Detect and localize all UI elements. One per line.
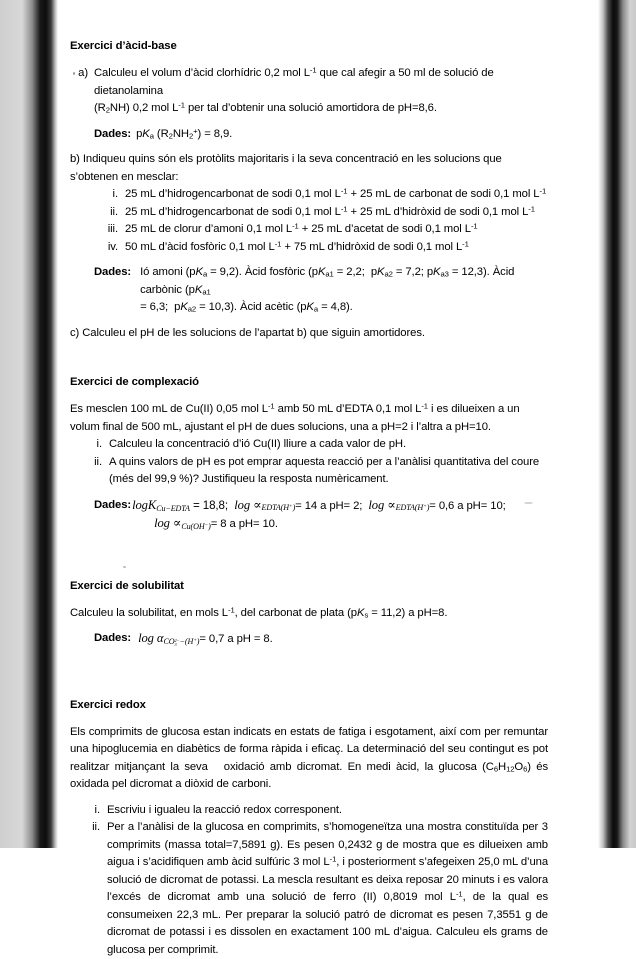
dades-label: Dades:: [94, 264, 131, 317]
list-item-label: Per a l’anàlisi de la glucosa en comprimits, s’homogeneïtza una mostra constituïda per 3 comprimits (massa total=7,5891 g). Es pesen 0,2432 g de mostra que es dilueixen amb aigua i s’acidifiquen amb àcid sulfúric 3 mol $L^{-1}$, i posteriorment s’afegeixen 25,0 mL d’una solució de dicromat de potassi. La mescla resultant es deixa reposar 20 minuts i es valora l’excés de dicromat amb una solució de ferro (II) 0,8019 mol $L^{-1}$, de la qual es consumeixen 22,3 mL. Per preparar la solució patró de dicromat es pesen 7,3551 g de dicromat de potassi i es dissolen en exactament 100 mL d’aigua. Calculeu els grams de glucosa per comprimit.: [107, 819, 548, 959]
list-item: [84, 436, 548, 454]
complexacio-list: [84, 436, 548, 489]
item-a: [70, 65, 548, 118]
section-heading-redox: Exercici redox: [70, 699, 548, 711]
dades-label: Dades:: [94, 126, 131, 144]
list-item: [92, 239, 548, 257]
list-item: [84, 454, 548, 489]
scan-edge-right: [598, 0, 636, 848]
redox-intro: Els comprimits de glucosa estan indicats en estats de fatiga i esgotament, així com per remuntar una hipoglucemia en diabètics de forma ràpida i eficaç. La determinació del seu contingut es pot realitzar mitjançant la seva oxidació amb dicromat. En medi àcid, la glucosa $(C_6H_{12}O_6)$ és oxidada pel dicromat a diòxid de carboni.: [70, 724, 548, 794]
dades-label: Dades:: [94, 630, 131, 649]
list-item: [92, 221, 548, 239]
redox-list: [82, 802, 548, 959]
list-item: [82, 802, 548, 820]
list-item: [82, 819, 548, 959]
list-item-marker: ii.: [82, 819, 100, 959]
list-item-label: 25 mL d’hidrogencarbonat de sodi 0,1 mol $L^{-1} + 25$ mL de carbonat de sodi 0,1 mol $L^{-1}$: [125, 186, 548, 204]
scan-edge-left: [0, 0, 58, 848]
list-item-marker: ii.: [84, 454, 102, 489]
solubilitat-intro: Calculeu la solubilitat, en mols $L^{-1}$, del carbonat de plata $(pK_s = 11,2)$ a pH=8.: [70, 605, 548, 623]
dades-label: Dades:: [94, 497, 131, 534]
math-logk-cu-edta: logK$_{Cu-EDTA}$: [132, 498, 190, 512]
dades-complexacio: [94, 497, 548, 534]
dades-acid-base-a: [94, 126, 548, 144]
dades-value: $\log \alpha_{CO 2- 3 -(H^+)}= 0,7$ a pH = 8.: [138, 630, 548, 649]
item-c-text: c) Calculeu el pH de les solucions de l’apartat b) que siguin amortidores.: [70, 325, 548, 343]
section-heading-complexacio: Exercici de complexació: [70, 376, 548, 388]
math-log-alpha-co3: $\log \alpha_{CO 2- 3 -(H^+)}$: [138, 631, 199, 645]
list-item-marker: iii.: [92, 221, 118, 239]
math-log-alpha-edta-ph2: $\log \propto_{EDTA(H^+)}$: [234, 498, 295, 512]
list-item-label: 25 mL d’hidrogencarbonat de sodi 0,1 mol $L^{-1} + 25$ mL d’hidròxid de sodi 0,1 mol $L^{-1}$: [125, 204, 548, 222]
list-item-marker: iv.: [92, 239, 118, 257]
item-a-marker: a): [70, 65, 88, 118]
list-item-label: 25 mL de clorur d’amoni 0,1 mol $L^{-1} + 25$ mL d’acetat de sodi 0,1 mol $L^{-1}$: [125, 221, 548, 239]
complexacio-intro: Es mesclen 100 mL de Cu(II) 0,05 mol $L^{-1}$ amb 50 mL d’EDTA 0,1 mol $L^{-1}$ i es dilueixen a un volum final de 500 mL, ajustant el pH de dues solucions, una a pH=2 i l’altra a pH=10.: [70, 401, 548, 436]
item-a-text: Calculeu el volum d’àcid clorhídric 0,2 mol $L^{-1}$ que cal afegir a 50 ml de solució de dietanolamina $(R_2NH)$ 0,2 mol $L^{-1}$ per tal d’obtenir una solució amortidora de pH=8,6.: [94, 65, 548, 118]
list-item: [92, 204, 548, 222]
list-item-marker: ii.: [92, 204, 118, 222]
list-item-label: 50 mL d’àcid fosfòric 0,1 mol $L^{-1} + 75$ mL d’hidròxid de sodi 0,1 mol $L^{-1}$: [125, 239, 548, 257]
list-item-label: Calculeu la concentració d’ió Cu(II) lliure a cada valor de pH.: [109, 436, 548, 454]
dades-solubilitat: [94, 630, 548, 649]
list-item-marker: i.: [84, 436, 102, 454]
math-log-alpha-edta-ph10: $\log \propto_{EDTA(H^+)}$: [368, 498, 429, 512]
dades-value: Ió amoni $(pK_a = 9,2)$. Àcid fosfòric ($pK_{a1} = 2,2$; $pK_{a2} = 7,2$; $pK_{a3} = 12,3$). Àcid carbònic ($pK_{a1}$ = 6,3; $pK_{a2} = 10,3$). Àcid acètic $(pK_a = 4,8)$.: [140, 264, 548, 317]
list-item-marker: i.: [92, 186, 118, 204]
section-heading-acid-base: Exercici d’àcid-base: [70, 40, 548, 52]
dades-value: logK$_{Cu-EDTA}$ = 18,8; $\log \propto_{EDTA(H^+)}= 14$ a pH= 2; $\log \propto_{EDTA(H^+)}= 0,6$ a pH= 10; $\log \propto_{Cu(OH^-)}= 8$ a pH= 10.: [132, 497, 548, 534]
item-b-list: [92, 186, 548, 256]
math-log-alpha-cu-oh: $\log \propto_{Cu(OH^-)}$: [154, 516, 211, 530]
dades-acid-base-b: [94, 264, 548, 317]
list-item-label: A quins valors de pH es pot emprar aquesta reacció per a l’anàlisi quantitativa del coure (més del 99,9 %)? Justifiqueu la resposta numèricament.: [109, 454, 548, 489]
section-heading-solubilitat: Exercici de solubilitat: [70, 580, 548, 592]
item-b-text: b) Indiqueu quins són els protòlits majoritaris i la seva concentració en les solucions que s’obtenen en mesclar:: [70, 151, 548, 186]
dades-value: $pK_a$ $(R_2NH_2^+) = 8,9$.: [136, 126, 548, 144]
document-body: [70, 40, 548, 959]
list-item-marker: i.: [82, 802, 100, 820]
list-item: [92, 186, 548, 204]
list-item-label: Escriviu i igualeu la reacció redox corresponent.: [107, 802, 548, 820]
